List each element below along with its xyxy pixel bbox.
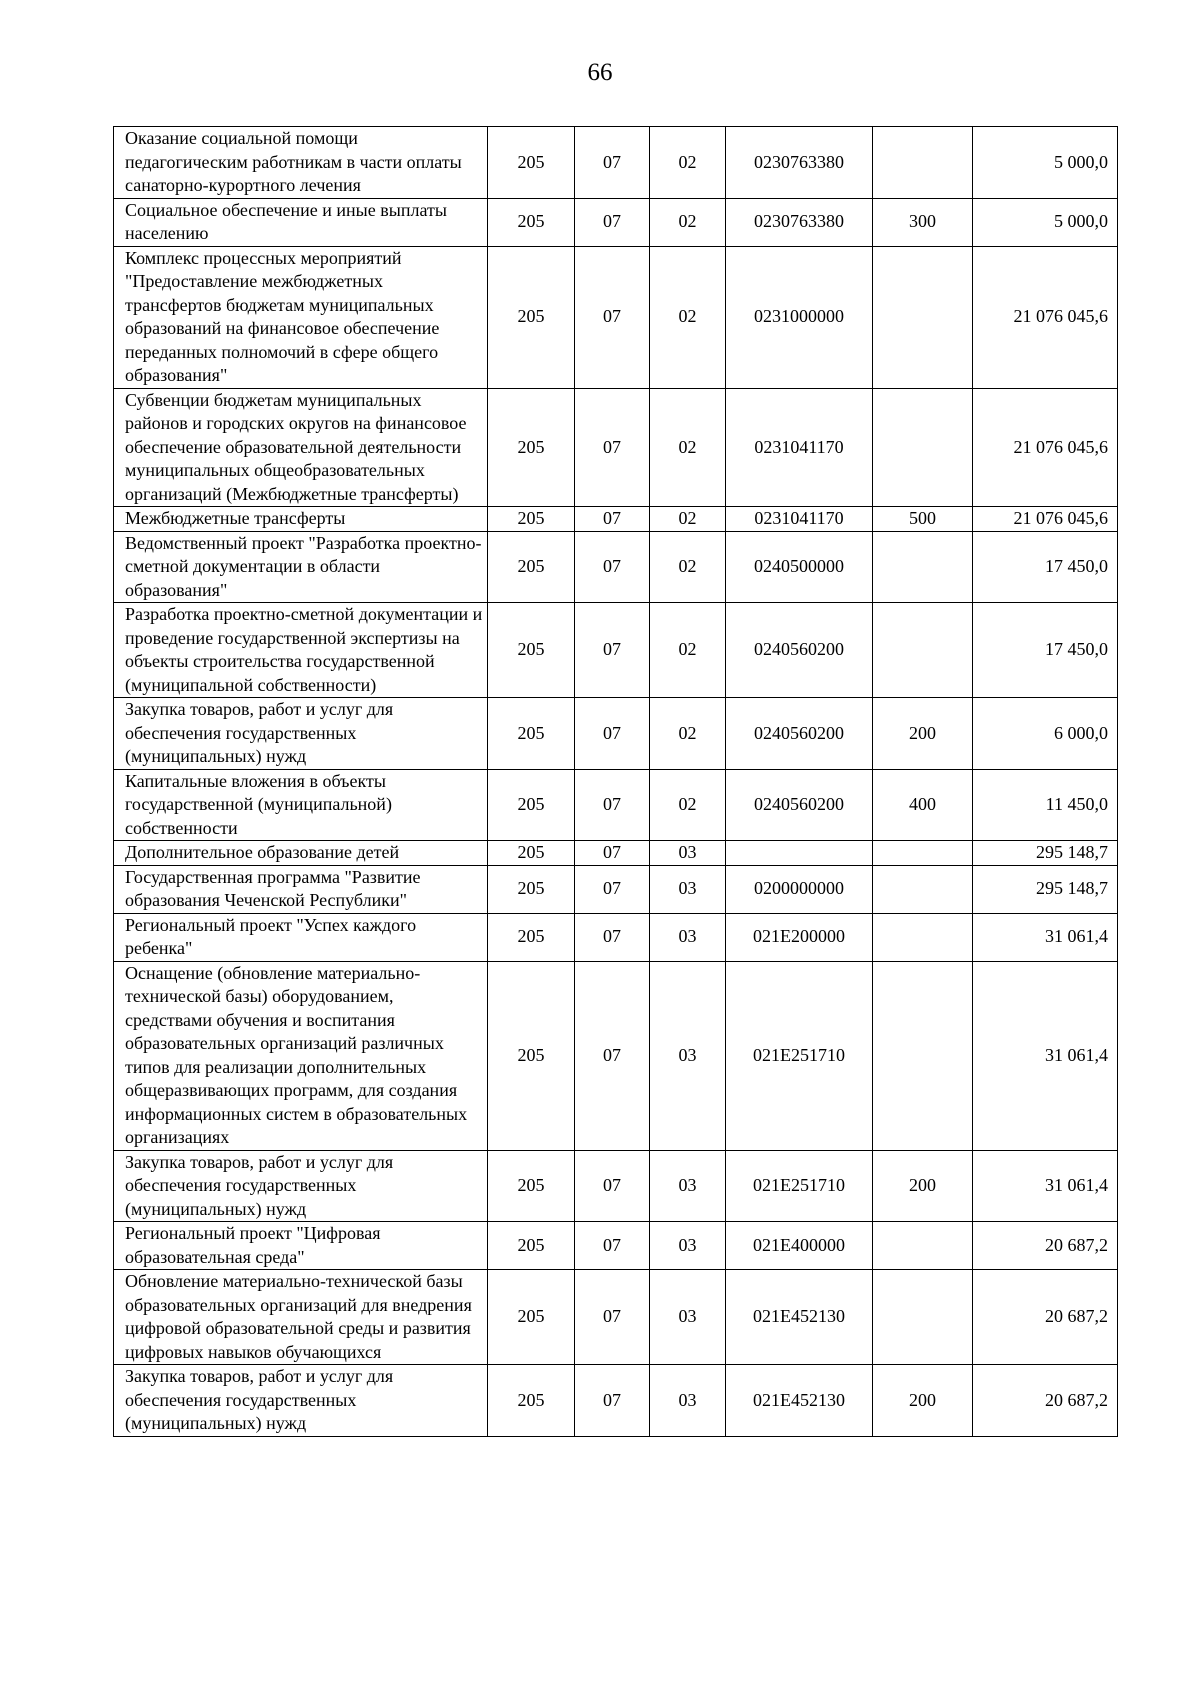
row-amount-cell: 295 148,7 [973, 865, 1118, 913]
row-expense-type-cell [873, 1222, 973, 1270]
row-name-cell: Закупка товаров, работ и услуг для обеспечения государственных (муниципальных) нужд [114, 698, 488, 770]
row-name-cell: Комплекс процессных мероприятий "Предоставление межбюджетных трансфертов бюджетам муниципальных образований на финансовое обеспечение переданных полномочий в сфере общего образования" [114, 246, 488, 388]
row-subsection-cell: 02 [650, 698, 726, 770]
row-ministry-code-cell: 205 [488, 531, 575, 603]
row-target-article-cell: 0240560200 [726, 603, 873, 698]
table-row [114, 246, 1118, 388]
row-expense-type-cell: 500 [873, 507, 973, 532]
row-expense-type-cell [873, 865, 973, 913]
row-amount-cell: 31 061,4 [973, 913, 1118, 961]
row-name-cell: Государственная программа "Развитие образования Чеченской Республики" [114, 865, 488, 913]
row-target-article-cell: 021E200000 [726, 913, 873, 961]
row-amount-cell: 11 450,0 [973, 769, 1118, 841]
row-section-cell: 07 [575, 913, 650, 961]
row-amount-cell: 21 076 045,6 [973, 507, 1118, 532]
row-subsection-cell: 02 [650, 198, 726, 246]
row-ministry-code-cell: 205 [488, 698, 575, 770]
row-ministry-code-cell: 205 [488, 246, 575, 388]
row-target-article-cell: 0230763380 [726, 198, 873, 246]
row-section-cell: 07 [575, 246, 650, 388]
row-name-cell: Оснащение (обновление материально-технической базы) оборудованием, средствами обучения и воспитания образовательных организаций различных типов для реализации дополнительных общеразвивающих программ, для создания информационных систем в образовательных организациях [114, 961, 488, 1150]
row-section-cell: 07 [575, 865, 650, 913]
row-ministry-code-cell: 205 [488, 961, 575, 1150]
table-row [114, 198, 1118, 246]
row-section-cell: 07 [575, 531, 650, 603]
row-target-article-cell: 0240560200 [726, 698, 873, 770]
row-expense-type-cell: 200 [873, 1365, 973, 1437]
row-target-article-cell: 021E251710 [726, 1150, 873, 1222]
row-expense-type-cell [873, 388, 973, 507]
row-subsection-cell: 03 [650, 913, 726, 961]
row-amount-cell: 17 450,0 [973, 603, 1118, 698]
row-name-cell: Региональный проект "Успех каждого ребенка" [114, 913, 488, 961]
row-target-article-cell [726, 841, 873, 866]
row-expense-type-cell: 200 [873, 1150, 973, 1222]
table-row [114, 388, 1118, 507]
row-expense-type-cell [873, 961, 973, 1150]
row-expense-type-cell: 200 [873, 698, 973, 770]
row-target-article-cell: 021E251710 [726, 961, 873, 1150]
table-row [114, 865, 1118, 913]
row-subsection-cell: 03 [650, 1150, 726, 1222]
row-ministry-code-cell: 205 [488, 1270, 575, 1365]
row-amount-cell: 20 687,2 [973, 1270, 1118, 1365]
row-ministry-code-cell: 205 [488, 127, 575, 199]
row-ministry-code-cell: 205 [488, 603, 575, 698]
row-section-cell: 07 [575, 841, 650, 866]
table-row [114, 507, 1118, 532]
row-expense-type-cell [873, 841, 973, 866]
row-subsection-cell: 02 [650, 127, 726, 199]
row-name-cell: Социальное обеспечение и иные выплаты населению [114, 198, 488, 246]
row-amount-cell: 5 000,0 [973, 127, 1118, 199]
row-section-cell: 07 [575, 769, 650, 841]
table-row [114, 127, 1118, 199]
row-section-cell: 07 [575, 507, 650, 532]
row-target-article-cell: 0231041170 [726, 388, 873, 507]
row-subsection-cell: 03 [650, 1270, 726, 1365]
page-number: 66 [587, 59, 613, 86]
row-target-article-cell: 021E400000 [726, 1222, 873, 1270]
row-expense-type-cell [873, 246, 973, 388]
row-section-cell: 07 [575, 388, 650, 507]
row-amount-cell: 20 687,2 [973, 1222, 1118, 1270]
row-target-article-cell: 0230763380 [726, 127, 873, 199]
row-amount-cell: 5 000,0 [973, 198, 1118, 246]
row-name-cell: Обновление материально-технической базы образовательных организаций для внедрения цифровой образовательной среды и развития цифровых навыков обучающихся [114, 1270, 488, 1365]
row-subsection-cell: 02 [650, 769, 726, 841]
row-name-cell: Региональный проект "Цифровая образовательная среда" [114, 1222, 488, 1270]
budget-table [113, 126, 1118, 1437]
table-row [114, 698, 1118, 770]
row-ministry-code-cell: 205 [488, 1222, 575, 1270]
row-subsection-cell: 02 [650, 603, 726, 698]
row-expense-type-cell [873, 603, 973, 698]
row-ministry-code-cell: 205 [488, 388, 575, 507]
row-expense-type-cell [873, 531, 973, 603]
row-target-article-cell: 021E452130 [726, 1270, 873, 1365]
row-ministry-code-cell: 205 [488, 198, 575, 246]
row-section-cell: 07 [575, 698, 650, 770]
row-subsection-cell: 03 [650, 961, 726, 1150]
row-subsection-cell: 02 [650, 507, 726, 532]
row-ministry-code-cell: 205 [488, 1150, 575, 1222]
row-target-article-cell: 0240560200 [726, 769, 873, 841]
table-row [114, 1222, 1118, 1270]
row-subsection-cell: 02 [650, 246, 726, 388]
row-section-cell: 07 [575, 198, 650, 246]
row-name-cell: Закупка товаров, работ и услуг для обеспечения государственных (муниципальных) нужд [114, 1150, 488, 1222]
table-row [114, 769, 1118, 841]
table-row [114, 531, 1118, 603]
row-subsection-cell: 02 [650, 388, 726, 507]
row-name-cell: Разработка проектно-сметной документации и проведение государственной экспертизы на объекты строительства государственной (муниципальной собственности) [114, 603, 488, 698]
row-ministry-code-cell: 205 [488, 1365, 575, 1437]
table-row [114, 841, 1118, 866]
row-name-cell: Оказание социальной помощи педагогическим работникам в части оплаты санаторно-курортного лечения [114, 127, 488, 199]
table-row [114, 1270, 1118, 1365]
row-amount-cell: 20 687,2 [973, 1365, 1118, 1437]
row-subsection-cell: 02 [650, 531, 726, 603]
row-name-cell: Закупка товаров, работ и услуг для обеспечения государственных (муниципальных) нужд [114, 1365, 488, 1437]
row-ministry-code-cell: 205 [488, 507, 575, 532]
row-section-cell: 07 [575, 1150, 650, 1222]
row-ministry-code-cell: 205 [488, 841, 575, 866]
row-section-cell: 07 [575, 127, 650, 199]
row-ministry-code-cell: 205 [488, 769, 575, 841]
row-target-article-cell: 0231041170 [726, 507, 873, 532]
row-section-cell: 07 [575, 1365, 650, 1437]
table-row [114, 1150, 1118, 1222]
row-expense-type-cell: 400 [873, 769, 973, 841]
row-amount-cell: 31 061,4 [973, 961, 1118, 1150]
budget-table-body [114, 127, 1118, 1437]
row-amount-cell: 295 148,7 [973, 841, 1118, 866]
row-amount-cell: 31 061,4 [973, 1150, 1118, 1222]
row-expense-type-cell [873, 913, 973, 961]
row-target-article-cell: 0231000000 [726, 246, 873, 388]
row-name-cell: Ведомственный проект "Разработка проектно-сметной документации в области образования" [114, 531, 488, 603]
row-name-cell: Капитальные вложения в объекты государственной (муниципальной) собственности [114, 769, 488, 841]
row-amount-cell: 6 000,0 [973, 698, 1118, 770]
row-amount-cell: 21 076 045,6 [973, 388, 1118, 507]
row-name-cell: Субвенции бюджетам муниципальных районов и городских округов на финансовое обеспечение образовательной деятельности муниципальных общеобразовательных организаций (Межбюджетные трансферты) [114, 388, 488, 507]
row-amount-cell: 17 450,0 [973, 531, 1118, 603]
row-expense-type-cell: 300 [873, 198, 973, 246]
row-target-article-cell: 0240500000 [726, 531, 873, 603]
row-subsection-cell: 03 [650, 841, 726, 866]
row-name-cell: Дополнительное образование детей [114, 841, 488, 866]
row-name-cell: Межбюджетные трансферты [114, 507, 488, 532]
row-ministry-code-cell: 205 [488, 913, 575, 961]
row-subsection-cell: 03 [650, 1365, 726, 1437]
row-target-article-cell: 0200000000 [726, 865, 873, 913]
row-section-cell: 07 [575, 961, 650, 1150]
row-expense-type-cell [873, 127, 973, 199]
row-amount-cell: 21 076 045,6 [973, 246, 1118, 388]
row-subsection-cell: 03 [650, 1222, 726, 1270]
row-ministry-code-cell: 205 [488, 865, 575, 913]
row-section-cell: 07 [575, 603, 650, 698]
row-subsection-cell: 03 [650, 865, 726, 913]
table-row [114, 1365, 1118, 1437]
row-expense-type-cell [873, 1270, 973, 1365]
row-target-article-cell: 021E452130 [726, 1365, 873, 1437]
table-row [114, 961, 1118, 1150]
table-row [114, 603, 1118, 698]
row-section-cell: 07 [575, 1270, 650, 1365]
table-row [114, 913, 1118, 961]
row-section-cell: 07 [575, 1222, 650, 1270]
